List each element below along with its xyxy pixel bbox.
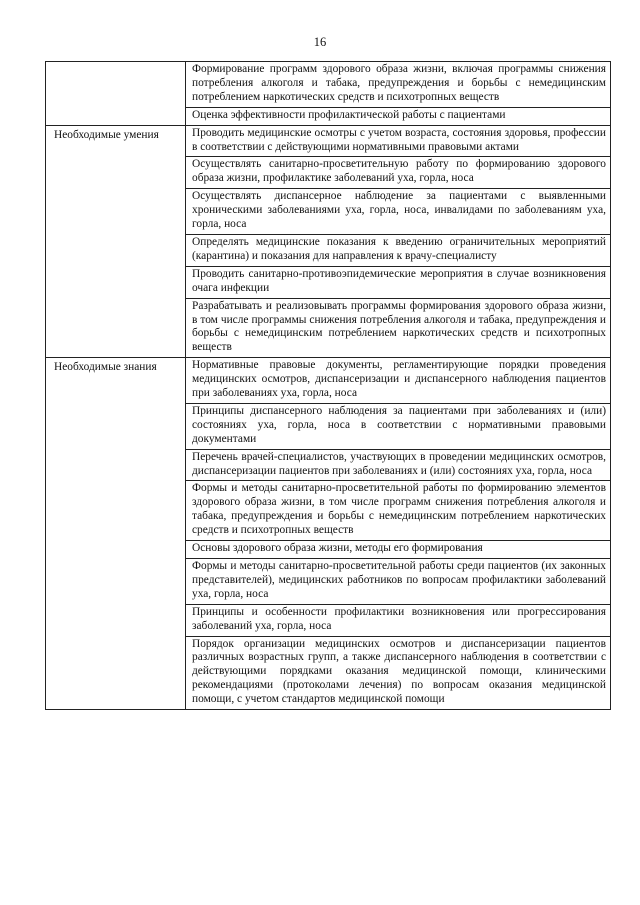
table-item: Порядок организации медицинских осмотров и диспансеризации пациентов различных возрастных групп, а также диспансерного наблюдения в соответствии с действующими порядками оказания медицинской помощи, клиническими рекомендациями (протоколами лечения) по вопросам оказания медицинской помощи, с учетом стандартов медицинской помощи <box>186 636 610 710</box>
table-section-row <box>46 358 611 710</box>
table-item: Осуществлять санитарно-просветительную работу по формированию здорового образа жизни, профилактике заболеваний уха, горла, носа <box>186 156 610 188</box>
section-items <box>186 62 611 126</box>
section-label: Необходимые знания <box>46 358 186 710</box>
table-item: Формы и методы санитарно-просветительной работы среди пациентов (их законных представителей), медицинских работников по вопросам профилактики заболеваний уха, горла, носа <box>186 558 610 604</box>
table-item: Разрабатывать и реализовывать программы формирования здорового образа жизни, в том числе программы снижения потребления алкоголя и табака, предупреждения и борьбы с немедицинским потреблением наркотических средств и психотропных веществ <box>186 298 610 358</box>
page-number: 16 <box>313 35 327 49</box>
table-item: Оценка эффективности профилактической работы с пациентами <box>186 107 610 125</box>
table-item: Формирование программ здорового образа жизни, включая программы снижения потребления алкоголя и табака, предупреждения и борьбы с немедицинским потреблением наркотических средств и психотропных веществ <box>192 63 606 103</box>
table-section-row <box>46 62 611 126</box>
table-item: Основы здорового образа жизни, методы его формирования <box>186 540 610 558</box>
table-item: Принципы диспансерного наблюдения за пациентами при заболеваниях и (или) состояниях уха, горла, носа в соответствии с нормативными правовыми документами <box>186 403 610 449</box>
table-item: Осуществлять диспансерное наблюдение за пациентами с выявленными хроническими заболеваниями уха, горла, носа, инвалидами по заболеваниям уха, горла, носа <box>186 188 610 234</box>
table-item: Перечень врачей-специалистов, участвующих в проведении медицинских осмотров, диспансеризации пациентов при заболеваниях и (или) состояниях уха, горла, носа <box>186 449 610 481</box>
table-section-row <box>46 125 611 358</box>
table-item: Принципы и особенности профилактики возникновения или прогрессирования заболеваний уха, горла, носа <box>186 604 610 636</box>
table-item: Проводить медицинские осмотры с учетом возраста, состояния здоровья, профессии в соответствии с действующими нормативными правовыми актами <box>192 126 606 153</box>
section-items <box>186 125 611 358</box>
table-item: Нормативные правовые документы, регламентирующие порядки проведения медицинских осмотров, диспансеризации и диспансерного наблюдения пациентов при заболеваниях уха, горла, носа <box>192 359 606 400</box>
competency-table <box>45 61 611 710</box>
section-label <box>46 62 186 126</box>
table-item: Формы и методы санитарно-просветительной работы по формированию элементов здорового образа жизни, в том числе программ снижения потребления алкоголя и табака, предупреждения и борьбы с немедицинским потреблением наркотических средств и психотропных веществ <box>186 480 610 540</box>
table-item: Определять медицинские показания к введению ограничительных мероприятий (карантина) и показания для направления к врачу-специалисту <box>186 234 610 266</box>
section-items <box>186 358 611 710</box>
section-label: Необходимые умения <box>46 125 186 358</box>
table-item: Проводить санитарно-противоэпидемические мероприятия в случае возникновения очага инфекции <box>186 266 610 298</box>
